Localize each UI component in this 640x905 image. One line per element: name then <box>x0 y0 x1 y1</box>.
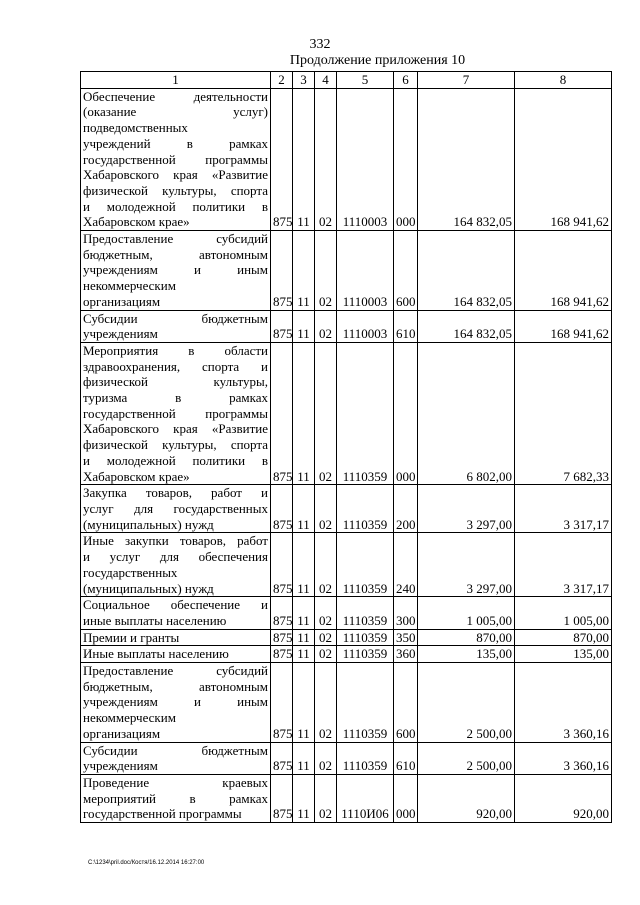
row-name-line: учреждениям <box>83 758 158 774</box>
subsection-cell: 02 <box>315 231 337 311</box>
row-name-cell <box>81 629 271 646</box>
column-header: 6 <box>394 72 418 89</box>
row-name-line: подведомственных <box>83 120 188 136</box>
section-cell: 11 <box>293 597 315 629</box>
expense-type-cell: 300 <box>394 597 418 629</box>
subsection-cell: 02 <box>315 342 337 484</box>
column-header: 3 <box>293 72 315 89</box>
code-cell: 875 <box>271 742 293 774</box>
table-row <box>81 533 612 597</box>
code-cell: 875 <box>271 533 293 597</box>
row-name-line: некоммерческим <box>83 710 176 726</box>
table-header-row <box>81 72 612 89</box>
page-number: 332 <box>309 37 331 52</box>
row-name-line: Обеспечение деятельности <box>83 88 268 104</box>
expense-type-cell: 240 <box>394 533 418 597</box>
row-name-line: (муниципальных) нужд <box>83 580 214 596</box>
row-name-line: учреждениям <box>83 326 158 342</box>
expense-type-cell: 610 <box>394 742 418 774</box>
section-cell: 11 <box>293 231 315 311</box>
article-cell: 1110359 <box>337 663 394 743</box>
subsection-cell: 02 <box>315 742 337 774</box>
table-row <box>81 342 612 484</box>
section-cell: 11 <box>293 629 315 646</box>
article-cell: 1110359 <box>337 533 394 597</box>
row-name-cell <box>81 597 271 629</box>
row-name-line: Хабаровского края «Развитие <box>83 167 268 183</box>
code-cell: 875 <box>271 231 293 311</box>
section-cell: 11 <box>293 646 315 663</box>
row-name-cell <box>81 663 271 743</box>
amount-2016-cell: 168 941,62 <box>515 231 612 311</box>
subsection-cell: 02 <box>315 88 337 230</box>
article-cell: 1110003 <box>337 231 394 311</box>
row-name-line: Закупка товаров, работ и <box>83 485 268 501</box>
subsection-cell: 02 <box>315 485 337 533</box>
row-name-line: мероприятий в рамках <box>83 790 268 806</box>
amount-2016-cell: 1 005,00 <box>515 597 612 629</box>
column-header: 2 <box>271 72 293 89</box>
row-name-line: бюджетным, автономным <box>83 678 268 694</box>
row-name-cell <box>81 342 271 484</box>
file-path-footer: C:\1234\pril.doc/Костя/16.12.2014 16:27:00 <box>88 860 205 866</box>
amount-2015-cell: 164 832,05 <box>418 88 515 230</box>
row-name-line: Хабаровского края «Развитие <box>83 421 268 437</box>
row-name-line: Премии и гранты <box>83 629 180 645</box>
row-name-line: физической культуры, спорта <box>83 182 268 198</box>
amount-2015-cell: 2 500,00 <box>418 742 515 774</box>
row-name-cell <box>81 774 271 822</box>
row-name-line: и молодежной политики в <box>83 452 268 468</box>
expense-type-cell: 000 <box>394 88 418 230</box>
row-name-line: Иные закупки товаров, работ <box>83 533 268 549</box>
section-cell: 11 <box>293 533 315 597</box>
row-name-line: организациям <box>83 293 161 309</box>
column-header: 1 <box>81 72 271 89</box>
row-name-line: организациям <box>83 725 161 741</box>
row-name-line: Хабаровском крае» <box>83 468 190 484</box>
article-cell: 1110359 <box>337 485 394 533</box>
article-cell: 1110359 <box>337 597 394 629</box>
expense-type-cell: 360 <box>394 646 418 663</box>
continuation-label: Продолжение приложения 10 <box>289 53 466 68</box>
row-name-line: Субсидии бюджетным <box>83 742 268 758</box>
row-name-line: (муниципальных) нужд <box>83 516 214 532</box>
article-cell: 1110359 <box>337 742 394 774</box>
expense-type-cell: 200 <box>394 485 418 533</box>
section-cell: 11 <box>293 485 315 533</box>
amount-2016-cell: 3 317,17 <box>515 533 612 597</box>
row-name-line: государственных <box>83 564 178 580</box>
table-row <box>81 88 612 230</box>
article-cell: 1110359 <box>337 342 394 484</box>
row-name-cell <box>81 231 271 311</box>
section-cell: 11 <box>293 88 315 230</box>
row-name-line: туризма в рамках <box>83 390 268 406</box>
article-cell: 1110003 <box>337 88 394 230</box>
row-name-line: Субсидии бюджетным <box>83 310 268 326</box>
amount-2016-cell: 7 682,33 <box>515 342 612 484</box>
row-name-line: государственной программы <box>83 405 268 421</box>
expense-type-cell: 610 <box>394 310 418 342</box>
column-header: 5 <box>337 72 394 89</box>
amount-2015-cell: 920,00 <box>418 774 515 822</box>
table-row <box>81 646 612 663</box>
row-name-line: (оказание услуг) <box>83 104 268 120</box>
row-name-line: Предоставление субсидий <box>83 231 268 247</box>
row-name-line: Проведение краевых <box>83 774 268 790</box>
code-cell: 875 <box>271 774 293 822</box>
row-name-line: Мероприятия в области <box>83 342 268 358</box>
row-name-line: Предоставление субсидий <box>83 663 268 679</box>
row-name-cell <box>81 310 271 342</box>
code-cell: 875 <box>271 646 293 663</box>
code-cell: 875 <box>271 597 293 629</box>
amount-2015-cell: 135,00 <box>418 646 515 663</box>
expense-type-cell: 600 <box>394 663 418 743</box>
row-name-cell <box>81 485 271 533</box>
subsection-cell: 02 <box>315 310 337 342</box>
subsection-cell: 02 <box>315 597 337 629</box>
row-name-line: Хабаровском крае» <box>83 214 190 230</box>
article-cell: 1110003 <box>337 310 394 342</box>
table-row <box>81 663 612 743</box>
amount-2015-cell: 3 297,00 <box>418 533 515 597</box>
amount-2015-cell: 6 802,00 <box>418 342 515 484</box>
amount-2016-cell: 168 941,62 <box>515 88 612 230</box>
subsection-cell: 02 <box>315 663 337 743</box>
amount-2016-cell: 3 360,16 <box>515 742 612 774</box>
subsection-cell: 02 <box>315 533 337 597</box>
table-row <box>81 485 612 533</box>
expense-type-cell: 000 <box>394 342 418 484</box>
amount-2015-cell: 164 832,05 <box>418 231 515 311</box>
code-cell: 875 <box>271 310 293 342</box>
table-row <box>81 742 612 774</box>
subsection-cell: 02 <box>315 646 337 663</box>
row-name-line: услуг для государственных <box>83 500 268 516</box>
amount-2016-cell: 870,00 <box>515 629 612 646</box>
code-cell: 875 <box>271 629 293 646</box>
row-name-line: физической культуры, спорта <box>83 437 268 453</box>
row-name-line: бюджетным, автономным <box>83 246 268 262</box>
column-header: 8 <box>515 72 612 89</box>
row-name-line: учреждениям и иным <box>83 694 268 710</box>
row-name-line: государственной программы <box>83 806 242 822</box>
amount-2016-cell: 920,00 <box>515 774 612 822</box>
amount-2016-cell: 3 317,17 <box>515 485 612 533</box>
amount-2015-cell: 164 832,05 <box>418 310 515 342</box>
row-name-line: и молодежной политики в <box>83 198 268 214</box>
row-name-line: Иные выплаты населению <box>83 646 229 662</box>
budget-table <box>80 71 612 823</box>
code-cell: 875 <box>271 342 293 484</box>
row-name-cell <box>81 742 271 774</box>
article-cell: 1110359 <box>337 629 394 646</box>
row-name-cell <box>81 88 271 230</box>
row-name-line: Социальное обеспечение и <box>83 597 268 613</box>
code-cell: 875 <box>271 485 293 533</box>
article-cell: 1110359 <box>337 646 394 663</box>
section-cell: 11 <box>293 310 315 342</box>
expense-type-cell: 350 <box>394 629 418 646</box>
section-cell: 11 <box>293 663 315 743</box>
row-name-line: здравоохранения, спорта и <box>83 358 268 374</box>
row-name-cell <box>81 646 271 663</box>
row-name-line: учреждений в рамках <box>83 135 268 151</box>
column-header: 7 <box>418 72 515 89</box>
article-cell: 1110И06 <box>337 774 394 822</box>
table-row <box>81 597 612 629</box>
row-name-cell <box>81 533 271 597</box>
expense-type-cell: 600 <box>394 231 418 311</box>
amount-2016-cell: 3 360,16 <box>515 663 612 743</box>
column-header: 4 <box>315 72 337 89</box>
row-name-line: учреждениям и иным <box>83 262 268 278</box>
code-cell: 875 <box>271 88 293 230</box>
table-row <box>81 310 612 342</box>
amount-2015-cell: 1 005,00 <box>418 597 515 629</box>
amount-2016-cell: 168 941,62 <box>515 310 612 342</box>
section-cell: 11 <box>293 774 315 822</box>
amount-2015-cell: 870,00 <box>418 629 515 646</box>
table-row <box>81 774 612 822</box>
expense-type-cell: 000 <box>394 774 418 822</box>
subsection-cell: 02 <box>315 774 337 822</box>
amount-2015-cell: 3 297,00 <box>418 485 515 533</box>
row-name-line: иные выплаты населению <box>83 612 227 628</box>
amount-2015-cell: 2 500,00 <box>418 663 515 743</box>
row-name-line: физической культуры, <box>83 374 268 390</box>
row-name-line: и услуг для обеспечения <box>83 549 268 565</box>
section-cell: 11 <box>293 342 315 484</box>
section-cell: 11 <box>293 742 315 774</box>
subsection-cell: 02 <box>315 629 337 646</box>
row-name-line: некоммерческим <box>83 278 176 294</box>
code-cell: 875 <box>271 663 293 743</box>
table-row <box>81 231 612 311</box>
amount-2016-cell: 135,00 <box>515 646 612 663</box>
row-name-line: государственной программы <box>83 151 268 167</box>
table-row <box>81 629 612 646</box>
